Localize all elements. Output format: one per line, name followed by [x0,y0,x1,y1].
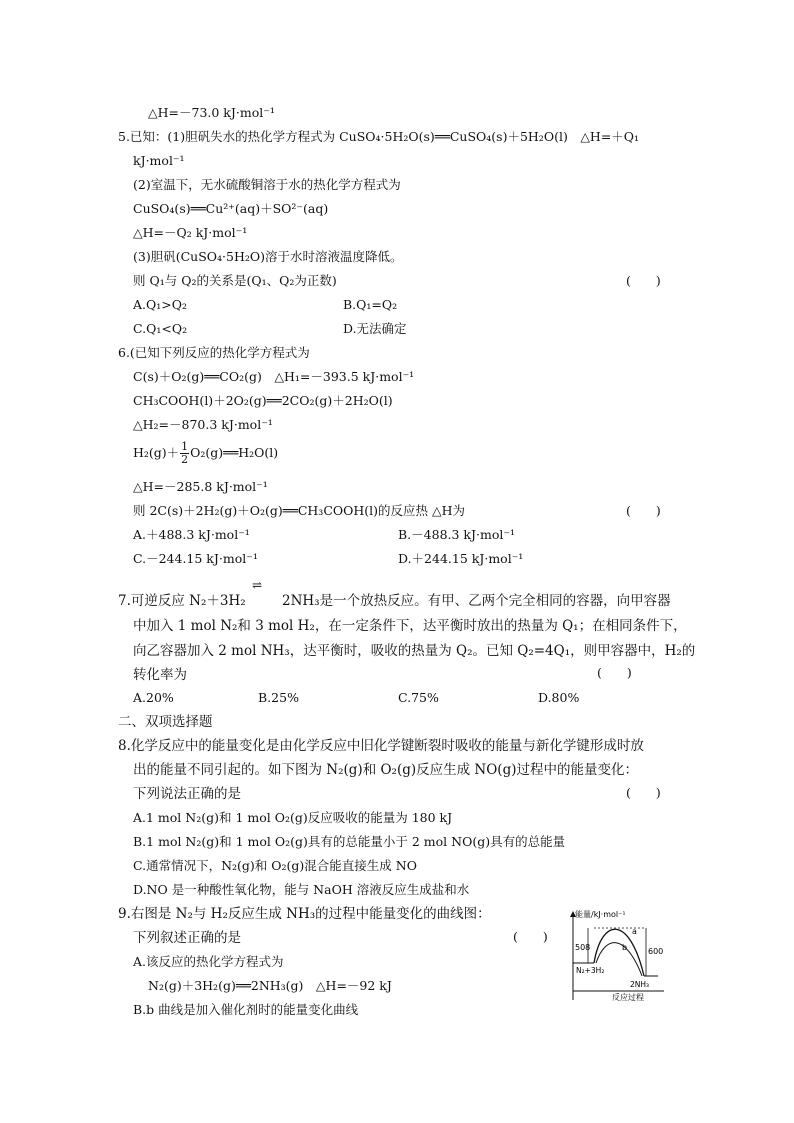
q5-option-b: B.Q₁=Q₂ [343,297,398,312]
q9-option-b: B.b 曲线是加入催化剂时的能量变化曲线 [133,1002,359,1017]
q6-enthalpy-2: △H₂=－870.3 kJ·mol⁻¹ [133,417,273,432]
q6-option-b: B.－488.3 kJ·mol⁻¹ [398,527,515,542]
q5-intro: 5.已知：(1)胆矾失水的热化学方程式为 CuSO₄·5H₂O(s)══CuSO₄(s)＋5H₂O(l) △H=＋Q₁ [118,129,640,144]
q5-condition-2: (2)室温下，无水硫酸铜溶于水的热化学方程式为 [133,177,401,192]
q8-option-d: D.NO 是一种酸性氧化物，能与 NaOH 溶液反应生成盐和水 [133,882,470,897]
q5-enthalpy-2: △H=－Q₂ kJ·mol⁻¹ [133,225,248,240]
q8-option-b: B.1 mol N₂(g)和 1 mol O₂(g)具有的总能量小于 2 mol NO(g)具有的总能量 [133,834,566,849]
q6-option-d: D.＋244.15 kJ·mol⁻¹ [398,551,524,566]
curve-a-label: a [632,927,637,936]
curve-b-label: b [622,943,628,952]
q8-option-c: C.通常情况下，N₂(g)和 O₂(g)混合能直接生成 NO [133,858,417,873]
q6-eq3-lhs: H₂(g)＋ [133,445,180,460]
q5-condition-3: (3)胆矾(CuSO₄·5H₂O)溶于水时溶液温度降低。 [133,249,403,264]
q7-option-c: C.75% [398,690,439,705]
energy-profile-diagram [566,908,668,1002]
q6-intro: 6.(已知下列反应的热化学方程式为 [118,345,310,360]
q6-equation-3 [133,438,278,468]
q6-equation-2: CH₃COOH(l)＋2O₂(g)══2CO₂(g)＋2H₂O(l) [133,393,393,408]
q6-enthalpy-3: △H=－285.8 kJ·mol⁻¹ [133,479,268,494]
q7-option-d: D.80% [538,690,580,705]
q5-option-d: D.无法确定 [343,321,407,336]
q6-option-a: A.＋488.3 kJ·mol⁻¹ [133,527,250,542]
q8-option-a: A.1 mol N₂(g)和 1 mol O₂(g)反应吸收的能量为 180 kJ [133,810,453,825]
x-axis-label: 反应过程 [612,993,644,1002]
q5-option-a: A.Q₁>Q₂ [133,297,187,312]
energy-value-600: 600 [648,947,664,956]
q9-equation: N₂(g)＋3H₂(g)══2NH₃(g) △H=－92 kJ [148,978,392,993]
q5-equation-2: CuSO₄(s)══Cu²⁺(aq)＋SO²⁻(aq) [133,201,329,216]
q8-line-2: 出的能量不同引起的。如下图为 N₂(g)和 O₂(g)反应生成 NO(g)过程中的能量变化： [133,762,638,778]
q9-option-a: A.该反应的热化学方程式为 [133,954,284,969]
q5-question: 则 Q₁与 Q₂的关系是(Q₁、Q₂为正数) [133,273,337,288]
product-label: 2NH₃ [630,980,650,989]
fraction-denominator: 2 [181,453,189,466]
q9-line-1: 9.右图是 N₂与 H₂反应生成 NH₃的过程中能量变化的曲线图： [118,906,491,922]
q5-unit: kJ·mol⁻¹ [133,153,185,168]
energy-value-508: 508 [575,943,591,952]
q8-line-3: 下列说法正确的是 [133,786,241,802]
reactants-label: N₂+3H₂ [576,966,605,975]
q8-answer-paren: ( ) [626,785,661,800]
q5-option-c: C.Q₁<Q₂ [133,321,188,336]
fraction-numerator: 1 [181,440,189,453]
q6-equation-1: C(s)＋O₂(g)══CO₂(g) △H₁=－393.5 kJ·mol⁻¹ [133,369,415,384]
q7-answer-paren: ( ) [597,665,632,680]
q6-answer-paren: ( ) [626,503,661,518]
reversible-arrow: ⇌ [252,578,263,592]
q9-answer-paren: ( ) [513,929,548,944]
q7-line-4: 转化率为 [133,667,187,683]
q7-line-3: 向乙容器加入 2 mol NH₃，达平衡时，吸收的热量为 Q₂。已知 Q₂=4Q₁，则甲容器中，H₂的 [133,643,696,659]
q6-question: 则 2C(s)＋2H₂(g)＋O₂(g)══CH₃COOH(l)的反应热 △H为 [133,503,466,518]
q8-line-1: 8.化学反应中的能量变化是由化学反应中旧化学键断裂时吸收的能量与新化学键形成时放 [118,738,644,754]
section-heading-double-choice: 二、双项选择题 [118,714,213,730]
q7-option-a: A.20% [133,690,174,705]
q9-line-2: 下列叙述正确的是 [133,930,241,946]
half-fraction [180,441,189,466]
q6-eq3-rhs: O₂(g)══H₂O(l) [190,445,279,460]
q6-option-c: C.－244.15 kJ·mol⁻¹ [133,551,258,566]
q4-enthalpy-line: △H=－73.0 kJ·mol⁻¹ [148,105,275,120]
y-axis-label: 能量/kJ·mol⁻¹ [575,910,626,919]
q5-answer-paren: ( ) [626,273,661,288]
q7-prefix: 7.可逆反应 N₂＋3H₂ [118,593,246,609]
q7-line-1: 2NH₃是一个放热反应。有甲、乙两个完全相同的容器，向甲容器 [282,593,671,609]
q7-line-2: 中加入 1 mol N₂和 3 mol H₂，在一定条件下，达平衡时放出的热量为 Q₁；在相同条件下， [133,618,687,634]
q7-option-b: B.25% [258,690,299,705]
